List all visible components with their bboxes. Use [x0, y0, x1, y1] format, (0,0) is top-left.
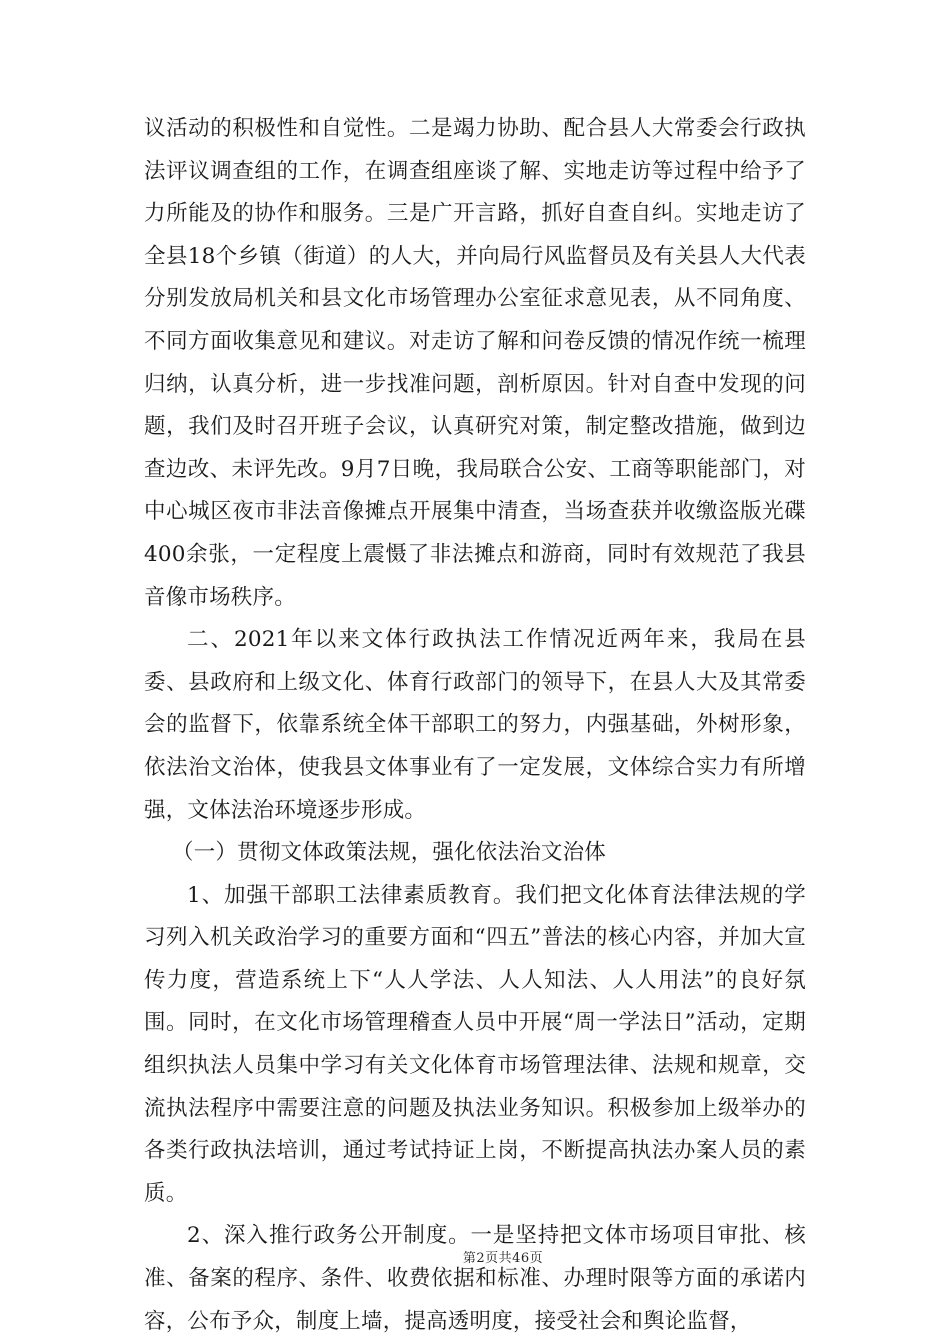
subsection-heading: （一）贯彻文体政策法规，强化依法治文治体	[172, 840, 607, 866]
paragraph-continuation: 议活动的积极性和自觉性。二是竭力协助、配合县人大常委会行政执法评议调查组的工作，在调查组座谈了解、实地走访等过程中给予了力所能及的协作和服务。三是广开言路，抓好自查自纠。实地走访了全县18个乡镇（街道）的人大，并向局行风监督员及有关县人大代表分别发放局机关和县文化市场管理办公室征求意见表，从不同角度、不同方面收集意见和建议。对走访了解和问卷反馈的情况作统一梳理归纳，认真分析，进一步找准问题，剖析原因。针对自查中发现的问题，我们及时召开班子会议，认真研究对策，制定整改措施，做到边查边改、未评先改。9月7日晚，我局联合公安、工商等职能部门，对中心城区夜市非法音像摊点开展集中清查，当场查获并收缴盗版光碟400余张，一定程度上震慑了非法摊点和游商，同时有效规范了我县音像市场秩序。	[144, 116, 806, 610]
paragraph-section-two: 二、2021年以来文体行政执法工作情况近两年来，我局在县委、县政府和上级文化、体育行政部门的领导下，在县人大及其常委会的监督下，依靠系统全体干部职工的努力，内强基础，外树形象，依法治文治体，使我县文体事业有了一定发展，文体综合实力有所增强，文体法治环境逐步形成。	[144, 627, 806, 823]
page-number: 第2页共46页	[462, 1251, 544, 1266]
document-body	[144, 108, 806, 1343]
paragraph-item-one: 1、加强干部职工法律素质教育。我们把文化体育法律法规的学习列入机关政治学习的重要方面和“四五”普法的核心内容，并加大宣传力度，营造系统上下“人人学法、人人知法、人人用法”的良好氛围。同时，在文化市场管理稽查人员中开展“周一学法日”活动，定期组织执法人员集中学习有关文化体育市场管理法律、法规和规章，交流执法程序中需要注意的问题及执法业务知识。积极参加上级举办的各类行政执法培训，通过考试持证上岗，不断提高执法办案人员的素质。	[144, 882, 806, 1206]
paragraph-item-two: 2、深入推行政务公开制度。一是坚持把文体市场项目审批、核准、备案的程序、条件、收费依据和标准、办理时限等方面的承诺内容，公布予众，制度上墙，提高透明度，接受社会和舆论监督，	[144, 1223, 806, 1334]
